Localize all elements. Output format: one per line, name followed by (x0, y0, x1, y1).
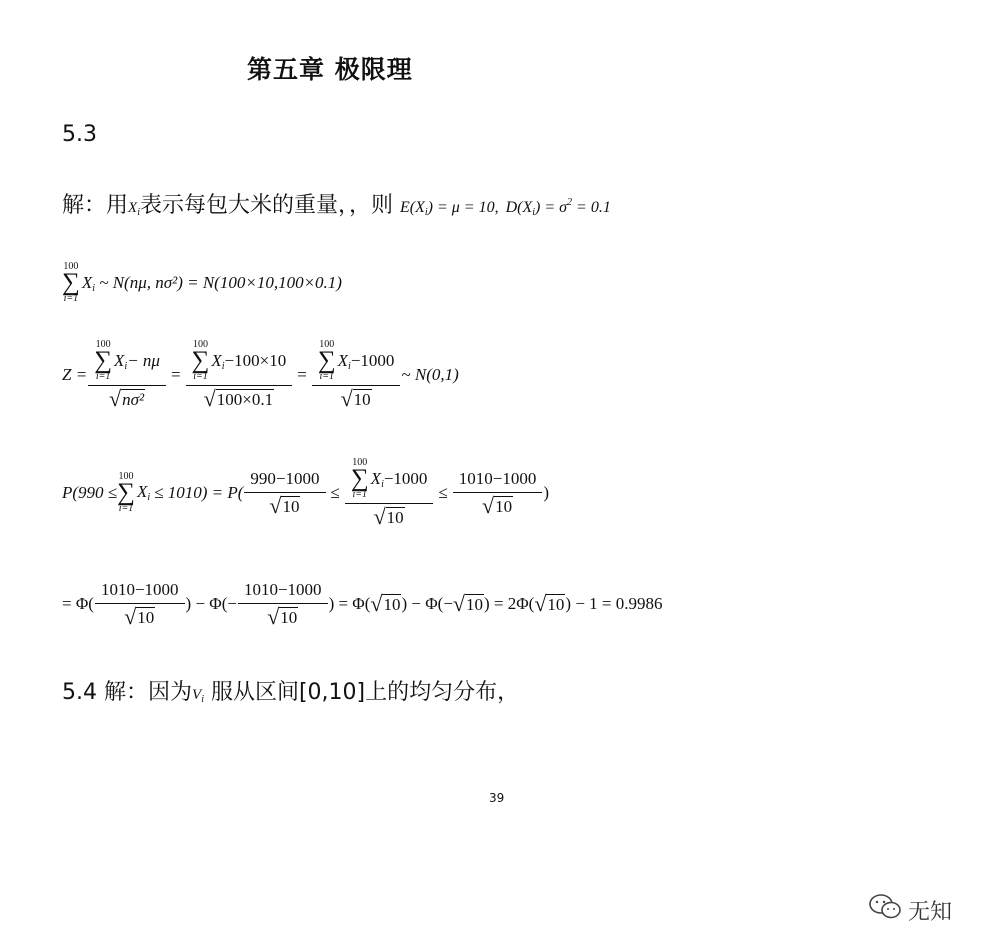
p-fraction-1: 990−1000 √ 10 (247, 469, 322, 516)
watermark (868, 893, 952, 927)
z-fraction-1: 100 ∑ i=1 $X_i$ − nμ √ nσ² (91, 340, 163, 409)
watermark-text: 无知 (908, 899, 953, 925)
solution-line: 解：用$X_i$表示每包大米的重量，，则 $E(X_i) = \mu = 10$, $D(X_i) = \sigma^2 = 0.1$ (62, 193, 611, 218)
chapter-title: 第五章 极限理 (247, 55, 413, 84)
z-fraction-3: 100 ∑ i=1 $X_i$ −1000 √ 10 (315, 340, 398, 409)
solution-lead: 解：用 (62, 193, 129, 218)
result-line: = Φ( 1010−1000 √ 10 ) − Φ(− 1010−1000 √ 10 ) = Φ( √ 10 ) − Φ(− √ 10 ) = 2Φ( √ 10 ) − 1 = 0.9986 (62, 580, 663, 629)
variance: $D(X_i) = \sigma^2 = 0.1$ (505, 197, 611, 218)
sum-symbol: 100 ∑ i=1 (62, 261, 80, 304)
result-fraction-2: 1010−1000 √ 10 (241, 580, 325, 627)
z-fraction-2: 100 ∑ i=1 $X_i$ −100×10 √ 100×0.1 (189, 340, 290, 409)
section-5-4: 5.4 解：因为$V_i$ 服从区间[0,10]上的均匀分布， (62, 680, 520, 705)
result-fraction-1: 1010−1000 √ 10 (98, 580, 182, 627)
page-number: 39 (489, 791, 505, 805)
wechat-icon (868, 893, 902, 927)
probability-line: P(990 ≤ 100 ∑ i=1 $X_i$ ≤ 1010) = P( 990−1000 √ 10 ≤ 100 ∑ i=1 $X_i$ −1000 √ 10 ≤ 1010−1000 √ 10 ) (62, 457, 550, 529)
p-fraction-2: 100 ∑ i=1 $X_i$ −1000 √ 10 (348, 458, 431, 527)
expectation: $E(X_i) = \mu = 10$ (399, 199, 495, 218)
z-standardization: Z = 100 ∑ i=1 $X_i$ − nμ √ nσ² = 100 ∑ i=1 $X_i$ −100×10 √ 100×0.1 = 100 ∑ i=1 $X_i$ −1000 √ 10 ~ N(0,1) (62, 339, 459, 411)
solution-text: 表示每包大米的重量，，则 (139, 193, 393, 218)
sum-distribution: 100 ∑ i=1 $X_i$ ~ N(nμ, nσ²) = N(100×10,100×0.1) (62, 261, 342, 304)
section-5-3: 5.3 (62, 122, 97, 147)
p-fraction-3: 1010−1000 √ 10 (456, 469, 540, 516)
solution-var: $X_i$ (128, 200, 140, 218)
